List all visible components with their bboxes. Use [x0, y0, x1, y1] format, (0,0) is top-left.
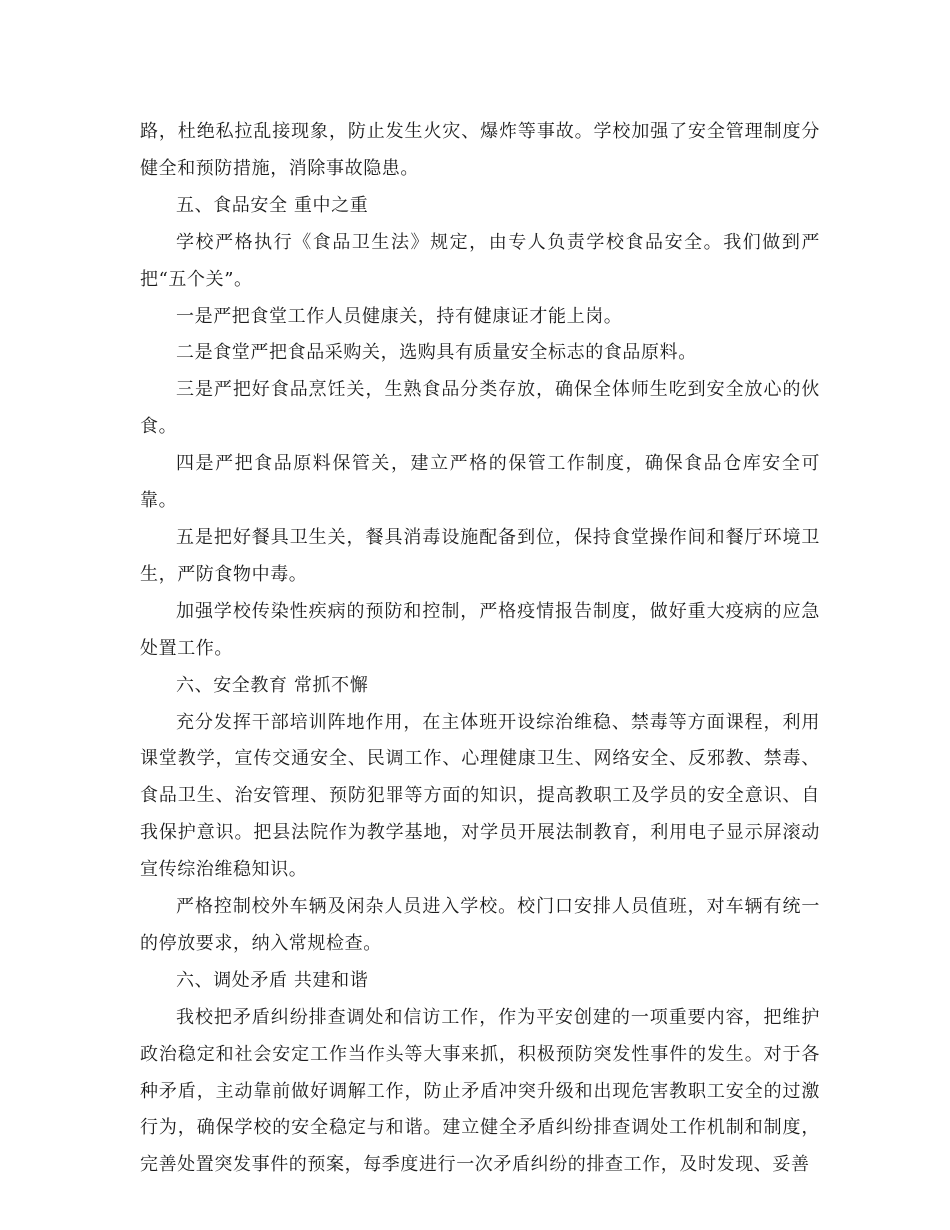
section-heading-conflict-resolution: 六、调处矛盾 共建和谐 — [176, 969, 369, 991]
paragraph-training-base: 充分发挥干部培训阵地作用，在主体班开设综治维稳、禁毒等方面课程，利用课堂教学，宣传交通安全、民调工作、心理健康卫生、网络安全、反邪教、禁毒、食品卫生、治安管理、预防犯罪等方面的知识，提高教职工及学员的安全意识、自我保护意识。把县法院作为教学基地，对学员开展法制教育，利用电子显示屏滚动宣传综治维稳知识。 — [140, 711, 820, 881]
paragraph-continuation: 路，杜绝私拉乱接现象，防止发生火灾、爆炸等事故。学校加强了安全管理制度分健全和预防措施，消除事故隐患。 — [140, 121, 820, 179]
paragraph-item-3: 三是严把好食品烹饪关，生熟食品分类存放，确保全体师生吃到安全放心的伙食。 — [140, 379, 820, 438]
paragraph-item-2: 二是食堂严把食品采购关，选购具有质量安全标志的食品原料。 — [176, 342, 697, 364]
paragraph-conflict-handling: 我校把矛盾纠纷排查调处和信访工作，作为平安创建的一项重要内容，把维护政治稳定和社会安定工作当作头等大事来抓，积极预防突发性事件的发生。对于各种矛盾，主动靠前做好调解工作，防止矛盾冲突升级和出现危害教职工安全的过激行为，确保学校的安全稳定与和谐。建立健全矛盾纠纷排查调处工作机制和制度，完善处置突发事件的预案，每季度进行一次矛盾纠纷的排查工作，及时发现、妥善 — [140, 1006, 820, 1176]
paragraph-disease-prevention: 加强学校传染性疾病的预防和控制，严格疫情报告制度，做好重大疫病的应急处置工作。 — [140, 600, 820, 659]
document-body — [140, 114, 820, 1184]
paragraph-item-1: 一是严把食堂工作人员健康关，持有健康证才能上岗。 — [176, 305, 623, 327]
section-heading-food-safety: 五、食品安全 重中之重 — [176, 194, 369, 216]
paragraph-item-4: 四是严把食品原料保管关，建立严格的保管工作制度，确保食品仓库安全可靠。 — [140, 453, 820, 512]
paragraph-food-hygiene-law: 学校严格执行《食品卫生法》规定，由专人负责学校食品安全。我们做到严把“五个关”。 — [140, 231, 820, 290]
section-heading-safety-education: 六、安全教育 常抓不懈 — [176, 674, 369, 696]
paragraph-vehicle-control: 严格控制校外车辆及闲杂人员进入学校。校门口安排人员值班，对车辆有统一的停放要求，纳入常规检查。 — [140, 896, 820, 954]
paragraph-item-5: 五是把好餐具卫生关，餐具消毒设施配备到位，保持食堂操作间和餐厅环境卫生，严防食物中毒。 — [140, 526, 820, 585]
